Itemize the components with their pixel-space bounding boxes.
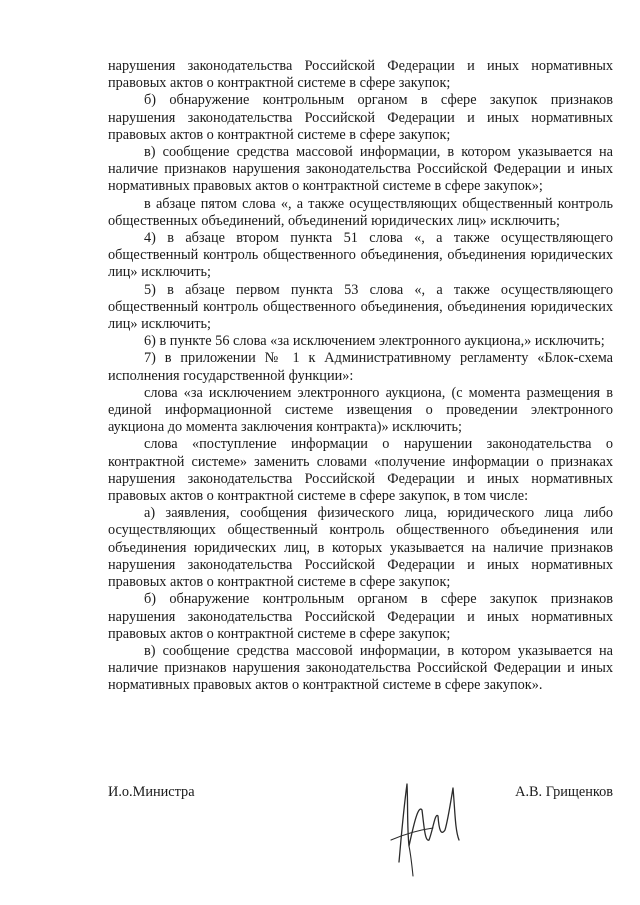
paragraph: слова «за исключением электронного аукциона, (с момента размещения в единой информационной системе извещения о проведении электронного аукциона до момента заключения контракта)» исключить;: [108, 384, 613, 436]
paragraph: нарушения законодательства Российской Федерации и иных нормативных правовых актов о контрактной системе в сфере закупок;: [108, 58, 613, 92]
paragraph: б) обнаружение контрольным органом в сфере закупок признаков нарушения законодательства Российской Федерации и иных нормативных правовых актов о контрактной системе в сфере закупок;: [108, 591, 613, 642]
paragraph: а) заявления, сообщения физического лица, юридического лица либо осуществляющих общественный контроль общественного объединения или объединения юридических лиц, в которых указывается на наличие признаков нарушения законодательства Российской Федерации и иных нормативных правовых актов о контрактной системе в сфере закупок;: [108, 505, 613, 591]
paragraph: 7) в приложении № 1 к Административному регламенту «Блок-схема исполнения государственной функции»:: [108, 350, 613, 384]
paragraph: в) сообщение средства массовой информации, в котором указывается на наличие признаков нарушения законодательства Российской Федерации и иных нормативных правовых актов о контрактной системе в сфере закупок».: [108, 642, 613, 694]
paragraph: 6) в пункте 56 слова «за исключением электронного аукциона,» исключить;: [144, 333, 605, 350]
paragraph: в) сообщение средства массовой информации, в котором указывается на наличие признаков нарушения законодательства Российской Федерации и иных нормативных правовых актов о контрактной системе в сфере закупок»;: [108, 144, 613, 195]
paragraph: 4) в абзаце втором пункта 51 слова «, а также осуществляющего общественный контроль общественного объединения, объединения юридических лиц» исключить;: [108, 230, 613, 281]
paragraph: 5) в абзаце первом пункта 53 слова «, а также осуществляющего общественный контроль общественного объединения, объединения юридических лиц» исключить;: [108, 281, 613, 333]
paragraph: б) обнаружение контрольным органом в сфере закупок признаков нарушения законодательства Российской Федерации и иных нормативных правовых актов о контрактной системе в сфере закупок;: [108, 92, 613, 143]
signatory-title: И.о.Министра: [108, 784, 195, 800]
paragraph: в абзаце пятом слова «, а также осуществляющих общественный контроль общественных объединений, объединений юридических лиц» исключить;: [108, 195, 613, 229]
paragraph: слова «поступление информации о нарушении законодательства о контрактной системе» заменить словами «получение информации о признаках нарушения законодательства Российской Федерации и иных нормативных правовых актов о контрактной системе в сфере закупок, в том числе:: [108, 436, 613, 505]
signature-block: [108, 784, 613, 806]
handwritten-signature: [385, 770, 475, 880]
signatory-name: А.В. Грищенков: [515, 784, 613, 800]
document-body: [108, 58, 613, 695]
